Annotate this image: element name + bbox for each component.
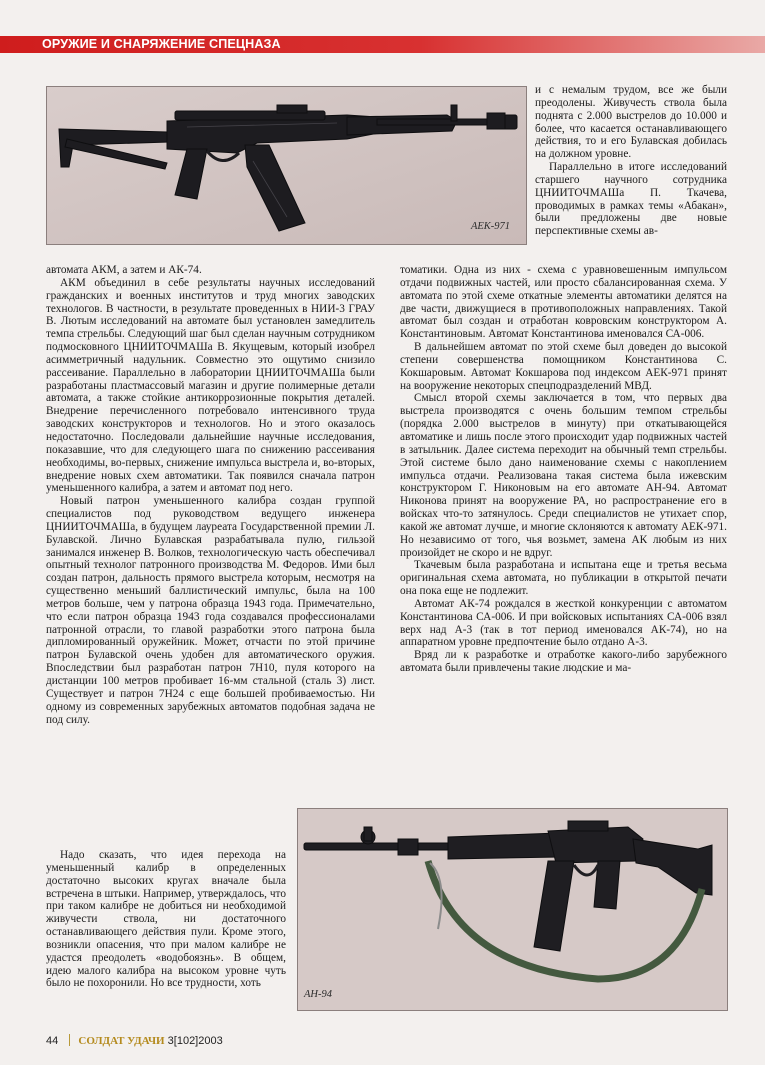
aek-971-rifle-illustration xyxy=(47,87,526,244)
paragraph: Новый патрон уменьшенного калибра создан группой специалистов под руководством ведущего инженера ЦНИИТОЧМАШа, в будущем лауреата Государственной премии Л. Булавской. Лично Булавская разрабатывала пулю, гильзой занимался инженер В. Волков, технологическую часть обеспечивал опытный технолог патронного производства М. Федоров. Ими был создан патрон, дальность прямого выстрела которым, несмотря на существенно меньший баллистический импульс, была на 100 метров больше, чем у патрона образца 1943 года. Примечательно, что если патрон образца 1943 года создавался профессионалами патронной отрасли, то главой разработки этого патрона была дипломированный оружейник. Может, отчасти по этой причине патрон Булавской очень удобен для автоматического оружия. Впоследствии был разработан патрон 7Н10, пуля которого на дистанции 100 метров пробивает 16-мм стальной (сталь 3) лист. Существует и патрон 7Н24 с еще большей пробиваемостью. Ни одному из современных зарубежных автоматов подобная задача не под силу. xyxy=(46,495,375,726)
paragraph: Ткачевым была разработана и испытана еще и третья весьма оригинальная схема автомата, но публикации в открытой печати она пока еще не подлежит. xyxy=(400,559,727,598)
column-right-top xyxy=(535,84,727,238)
column-left-main xyxy=(46,264,375,726)
paragraph: Надо сказать, что идея перехода на уменьшенный калибр в определенных достаточно высоких кругах вначале была встречена в штыки. Например, утверждалось, что при таком калибре не добиться ни необходимой живучести ствола, ни достаточного останавливающего действия пули. Кроме этого, возникли опасения, что при малом калибре не удастся преодолеть «водобоязнь». В общем, идею малого калибра на высоком уровне чуть было не похоронили. Но все трудности, хоть xyxy=(46,849,286,990)
section-title: ОРУЖИЕ И СНАРЯЖЕНИЕ СПЕЦНАЗА xyxy=(42,37,281,51)
paragraph: Вряд ли к разработке и отработке какого-либо зарубежного автомата были привлечены такие людские и ма- xyxy=(400,649,727,675)
issue-number: 3[102]2003 xyxy=(167,1035,223,1047)
footer-divider xyxy=(69,1034,70,1046)
page-number: 44 xyxy=(46,1035,59,1047)
figure-caption: АЕК-971 xyxy=(470,221,510,232)
paragraph: В дальнейшем автомат по этой схеме был доведен до высокой степени совершенства помощником Константинова С. Кокшаровым. Автомат Кокшарова под индексом АЕК-971 принят на вооружение некоторых спецподразделений МВД. xyxy=(400,341,727,392)
an-94-photo xyxy=(297,808,728,1011)
an-94-rifle-illustration xyxy=(298,809,727,1010)
magazine-name: СОЛДАТ УДАЧИ xyxy=(78,1035,165,1047)
paragraph: томатики. Одна из них - схема с уравновешенным импульсом отдачи подвижных частей, или просто сбалансированная схема. У автомата по этой схеме откатные элементы автоматики делятся на две части, движущиеся в противоположных направлениях. Такой автомат был создан и отработан ковровским конструктором А. Константиновым. Автомат Константинова именовался СА-006. xyxy=(400,264,727,341)
page-footer xyxy=(46,1034,223,1047)
figure-caption: АН-94 xyxy=(304,989,332,1000)
paragraph: АКМ объединил в себе результаты научных исследований гражданских и военных институтов и труд многих заводских технологов. В частности, в результате проведенных в НИИ-3 ГРАУ В. Лютым исследований на автомате был установлен замедлитель темпа стрельбы. Следующий шаг был сделан научным сотрудником подмосковного ЦНИИТОЧМАШа В. Якущевым, который изобрел асимметричный надульник. Совместно это ощутимо снизило рассеивание. Параллельно в лаборатории ЦНИИТОЧМАШа были разработаны пластмассовый магазин и другие полимерные детали автомата, а также стойкие антикоррозионные покрытия деталей. Внедрение перечисленного потребовало интенсивного труда заводских конструкторов и технологов. Но и этого оказалось недостаточно. Последовали дальнейшие научные исследования, показавшие, что для следующего шага по снижению рассеивания необходимы, во-первых, снижение импульса выстрела и, во-вторых, внедрение новых схем автоматики. Так появился сначала патрон уменьшенного калибра, а затем и автомат под него. xyxy=(46,276,375,495)
paragraph: Параллельно в итоге исследований старшего научного сотрудника ЦНИИТОЧМАШа П. Ткачева, проводимых в рамках темы «Абакан», были предложены две новые перспективные схемы ав- xyxy=(535,161,727,238)
paragraph: автомата АКМ, а затем и АК-74. xyxy=(46,264,202,276)
paragraph: Автомат АК-74 рождался в жесткой конкуренции с автоматом Константинова СА-006. И при войсковых испытаниях СА-006 взял верх над А-3 (так в тот период именовался АК-74), но на аппаратном уровне предпочтение было отдано А-3. xyxy=(400,597,727,649)
column-left-bottom xyxy=(46,849,286,990)
column-right-main xyxy=(400,264,727,675)
paragraph: Смысл второй схемы заключается в том, что первых два выстрела производятся с очень большим темпом стрельбы (порядка 2.000 выстрелов в минуту) при откатывающейся автоматике и лишь после этого происходит удар подвижных частей в затыльник. Далее система переходит на обычный темп стрельбы. Этой системе было дано наименование схемы с накоплением импульса отдачи. Реализована такая система была ижевским конструктором Г. Никоновым на его автомате АН-94. Автомат Никонова принят на вооружение РА, но распространение его в войсках что-то затянулось. Среди специалистов не утихает спор, какой же автомат лучше, и многие склоняются к автомату АЕК-971. Но независимо от того, чья возьмет, замена АК любым из них произойдет не скоро и не вдруг. xyxy=(400,392,727,559)
aek-971-photo xyxy=(46,86,527,245)
paragraph: и с немалым трудом, все же были преодолены. Живучесть ствола была поднята с 2.000 выстрелов до 10.000 и более, что касается останавливающего действия, то и его Булавская добилась на должном уровне. xyxy=(535,84,727,161)
